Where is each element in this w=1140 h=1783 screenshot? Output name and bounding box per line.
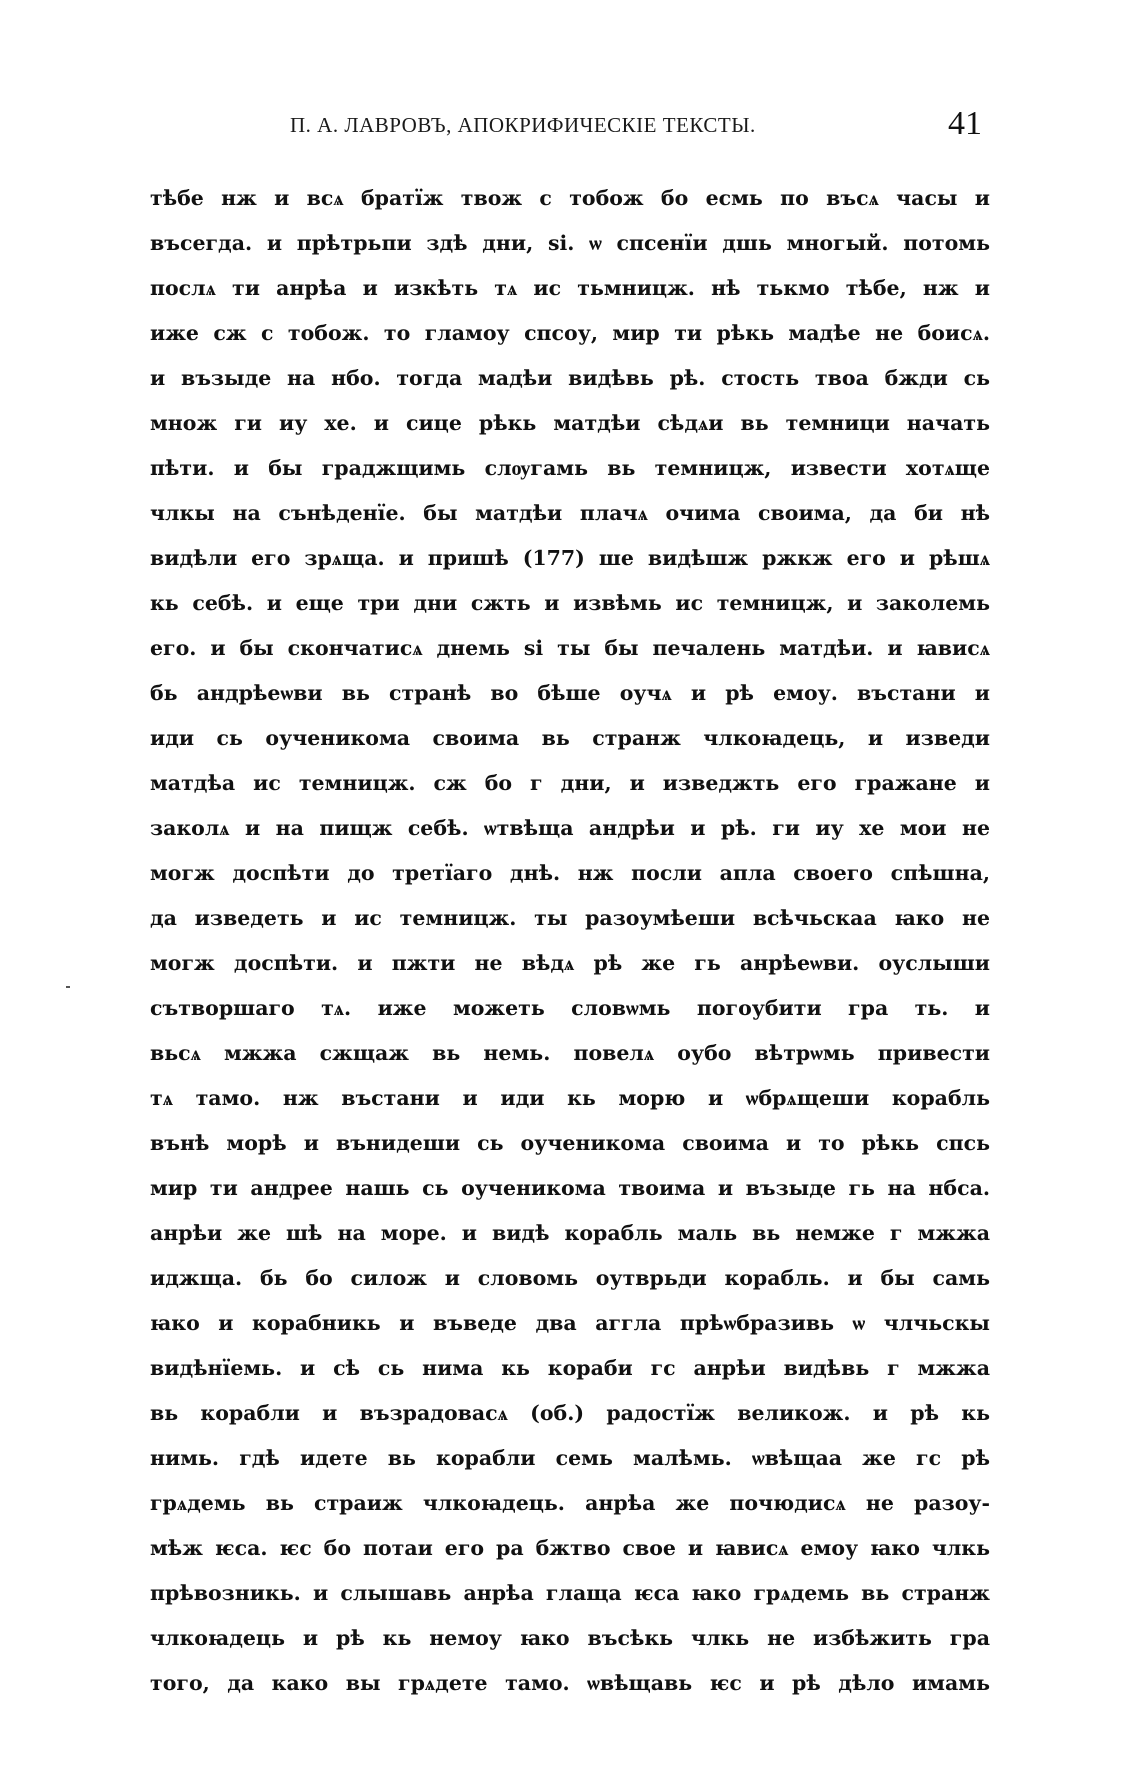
text-line: грѧдемь вь страиж члкоꙗдець. анрѣа же почюдисѧ не разоу- [150, 1491, 990, 1515]
text-line: бь андрѣеѡви вь странѣ во бѣше оучѧ и рѣ емоу. въстани и [150, 681, 990, 705]
text-line: члкы на сънѣденїе. бы матдѣи плачѧ очима своима, да би нѣ [150, 501, 990, 525]
text-line: того, да како вы грѧдете тамо. ѡвѣщавь ѥс и рѣ дѣло имамь [150, 1671, 990, 1695]
text-line: анрѣи же шѣ на море. и видѣ корабль маль вь немже г мжжа [150, 1221, 990, 1245]
running-title: П. А. ЛАВРОВЪ, АПОКРИФИЧЕСКІЕ ТЕКСТЫ. [290, 113, 756, 137]
text-line: ꙗко и корабникь и въведе два аггла прѣѡбразивь ѡ члчьскы [150, 1311, 990, 1335]
text-line: тѣбе нж и всѧ братїж твож с тобож бо есмь по въсѧ часы и [150, 186, 990, 210]
text-line: прѣвозникь. и слышавь анрѣа глаща ѥса ꙗко грѧдемь вь странж [150, 1581, 990, 1605]
text-line: члкоꙗдець и рѣ кь немоу ꙗко въсѣкь члкь не избѣжить гра [150, 1626, 990, 1650]
text-line: иди сь оученикома своима вь странж члкоꙗдець, и изведи [150, 726, 990, 750]
text-line: послѧ ти анрѣа и изкѣть тѧ ис тьмницж. нѣ тькмо тѣбе, нж и [150, 276, 990, 300]
text-line: множ ги иу хе. и сице рѣкь матдѣи сѣдѧи вь темници начать [150, 411, 990, 435]
text-line: да изведеть и ис темницж. ты разоумѣеши всѣчьскаа ꙗко не [150, 906, 990, 930]
text-line: иджща. бь бо силож и словомь оутврьди корабль. и бы самь [150, 1266, 990, 1290]
text-line: видѣли его зрѧща. и пришѣ (177) ше видѣшж ржкж его и рѣшѧ [150, 546, 990, 570]
text-line: тѧ тамо. нж въстани и иди кь морю и ѡбрѧщеши корабль [150, 1086, 990, 1110]
page-number: 41 [948, 105, 982, 142]
text-line: видѣнїемь. и сѣ сь нима кь кораби гс анрѣи видѣвь г мжжа [150, 1356, 990, 1380]
text-line: заколѧ и на пищж себѣ. ѡтвѣща андрѣи и рѣ. ги иу хе мои не [150, 816, 990, 840]
text-line: могж доспѣти до третїаго днѣ. нж посли апла своего спѣшна, [150, 861, 990, 885]
text-line: вьсѧ мжжа сжщаж вь немь. повелѧ оубо вѣтрѡмь привести [150, 1041, 990, 1065]
text-line: пѣти. и бы граджщимь слѹгамь вь темницж, извести хотѧще [150, 456, 990, 480]
text-line: кь себѣ. и еще три дни сжть и извѣмь ис темницж, и заколемь [150, 591, 990, 615]
text-line: мѣж ѥса. ѥс бо потаи его ра бжтво свое и ꙗвисѧ емоу ꙗко члкь [150, 1536, 990, 1560]
margin-speck [66, 986, 70, 988]
text-line: и възыде на нбо. тогда мадѣи видѣвь рѣ. стость твоа бжди сь [150, 366, 990, 390]
text-line: мир ти андрее нашь сь оученикома твоима и възыде гь на нбса. [150, 1176, 990, 1200]
text-line: сътворшаго тѧ. иже можеть словѡмь погоубити гра ть. и [150, 996, 990, 1020]
text-line: нимь. гдѣ идете вь корабли семь малѣмь. ѡвѣщаа же гс рѣ [150, 1446, 990, 1470]
text-line: вънѣ морѣ и вънидеши сь оученикома своима и то рѣкь спсь [150, 1131, 990, 1155]
text-block [150, 176, 990, 1706]
text-line: его. и бы скончатисѧ днемь ѕі ты бы печалень матдѣи. и ꙗвисѧ [150, 636, 990, 660]
text-line: иже сж с тобож. то гламоу спсоу, мир ти рѣкь мадѣе не боисѧ. [150, 321, 990, 345]
text-line: въсегда. и прѣтрьпи здѣ дни, ѕі. ѡ спсенїи дшь многый. потомь [150, 231, 990, 255]
text-line: матдѣа ис темницж. сж бо г дни, и изведжть его гражане и [150, 771, 990, 795]
running-head [150, 105, 990, 145]
text-line: вь корабли и възрадовасѧ (об.) радостїж великож. и рѣ кь [150, 1401, 990, 1425]
text-line: могж доспѣти. и пжти не вѣдѧ рѣ же гь анрѣеѡви. оуслыши [150, 951, 990, 975]
